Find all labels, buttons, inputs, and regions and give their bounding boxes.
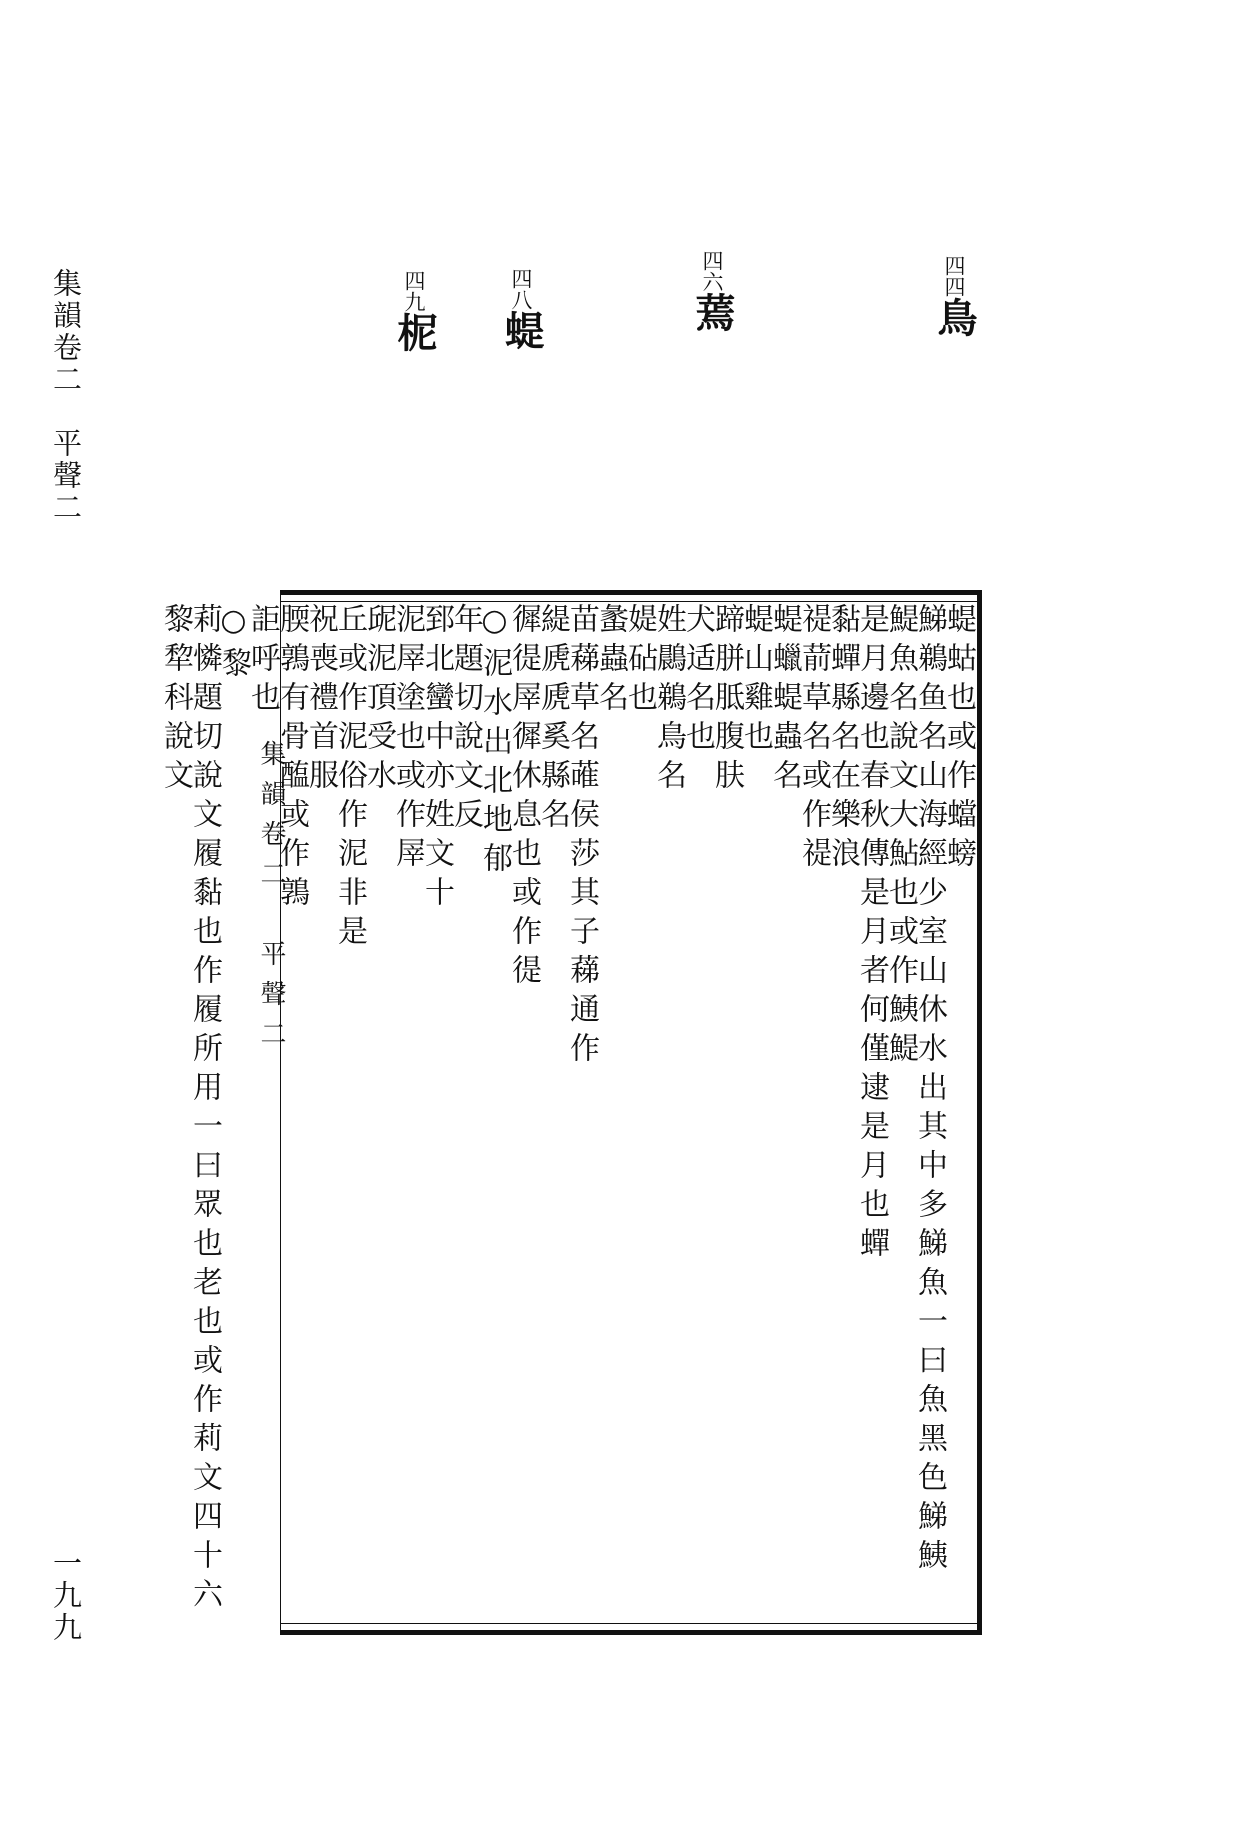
text-column: 泥屖塗也或作屖: [390, 603, 425, 876]
text-column: 蹄胼胝腹肤: [709, 603, 744, 798]
note-number: 四九: [402, 270, 426, 312]
note-number: 四八: [509, 268, 533, 310]
text-column: 丘或作泥俗作泥非是: [332, 603, 367, 954]
text-column: 蝭蛄也或作蟷螃: [941, 603, 976, 876]
text-column: 是月邊也春秋傳是月者何僅逮是月也蟬: [854, 603, 889, 1266]
text-column: 姓鷐鵜鳥名: [651, 603, 686, 798]
text-column: 詎呼也: [245, 603, 280, 720]
note-character: 蝭: [498, 310, 545, 350]
text-column: 徲徥屖徲休息也或作徥: [506, 603, 541, 993]
text-column: 緹虒虒奚縣名: [535, 603, 570, 837]
collation-note: [497, 268, 545, 350]
text-column: 屔泥頂受水: [361, 603, 396, 798]
note-number: 四四: [942, 255, 966, 297]
text-column: 年題切說文反: [448, 603, 483, 837]
text-column: 犬适名也: [680, 603, 715, 759]
collation-note: [688, 250, 736, 332]
page-number: 一九九: [49, 1548, 83, 1644]
running-head: 集韻卷二 平聲二: [49, 268, 83, 524]
text-column: 鮷鵜鱼名山海經少室山休水出其中多鮷魚一曰魚黑色鮷鮧: [912, 603, 947, 1578]
text-column: 蝭山雞也: [738, 603, 773, 759]
collation-note: [390, 270, 438, 352]
text-column: 苗蕛草名蓶侯莎其子蕛通作: [564, 603, 599, 1071]
text-column: 蝭蠟蝭蟲名: [767, 603, 802, 798]
text-column: 黎犂科說文: [158, 603, 193, 798]
text-column: 媞砧也: [622, 603, 657, 720]
text-column: ○泥水出北地郁: [477, 603, 512, 881]
text-column: 鯷魚名說文大鮎也或作鮧鯷: [883, 603, 918, 1071]
note-character: 蔫: [689, 292, 736, 332]
text-column: 禔葥草名或作禔: [796, 603, 831, 876]
text-column: 莉憐題切說文履黏也作履所用一曰眾也老也或作莉文四十六: [187, 603, 222, 1617]
text-column: 祝喪禮首服: [303, 603, 338, 798]
block-margin-title: 集韻卷二 平聲二: [256, 740, 286, 1060]
text-column: 䗍蟲名: [593, 603, 628, 720]
text-column: 腝鶉有骨醢或作鶉: [274, 603, 309, 915]
text-column: 郅北蠻中亦姓文十: [419, 603, 454, 915]
note-number: 四六: [700, 250, 724, 292]
text-column: 黏蟬縣名在樂浪: [825, 603, 860, 876]
collation-note: [930, 255, 978, 337]
note-character: 柅: [391, 312, 438, 352]
note-character: 鳥: [931, 297, 978, 337]
text-column: ○黎: [216, 603, 251, 686]
